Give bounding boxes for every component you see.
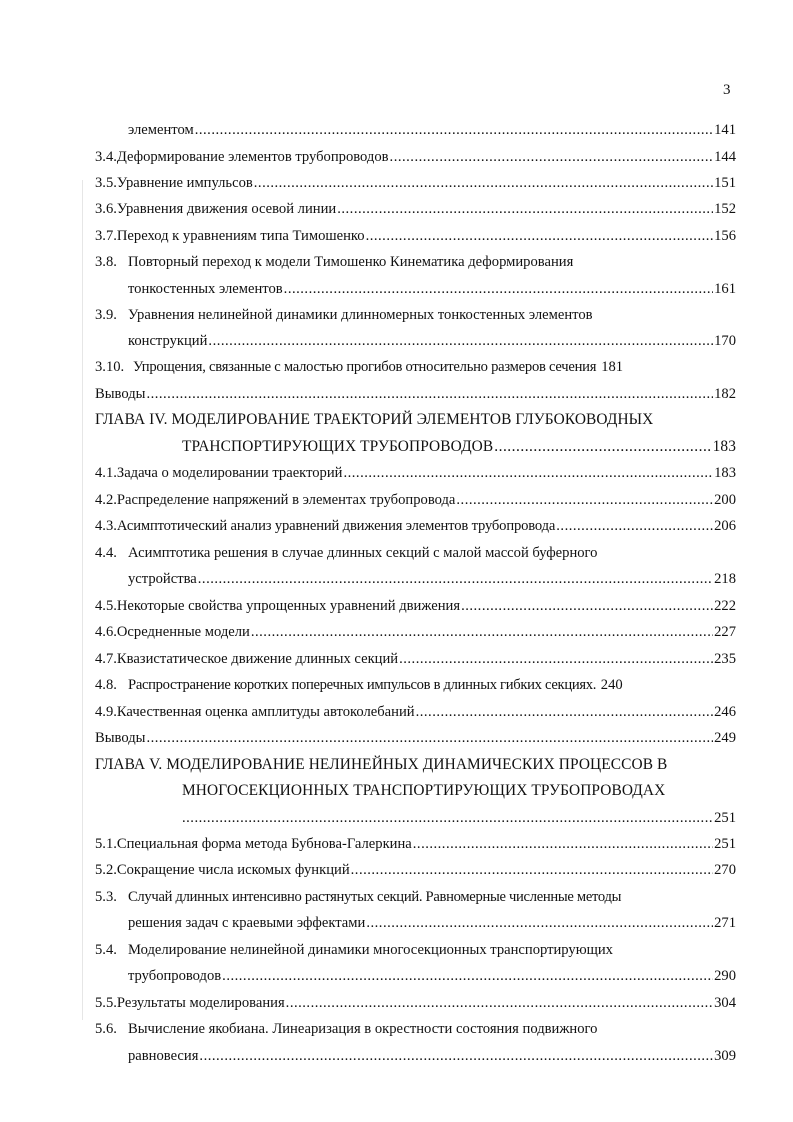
toc-entry-text: конструкций xyxy=(128,333,208,349)
toc-entry-page: 144 xyxy=(714,149,736,165)
toc-entry-number: 4.5. xyxy=(95,598,117,614)
leader-dots xyxy=(416,702,714,722)
toc-entry-page: 206 xyxy=(714,518,736,534)
toc-entry-3-8[interactable] xyxy=(95,252,573,272)
toc-entry-3-8-cont[interactable] xyxy=(128,279,736,299)
toc-entry-number: 3.6. xyxy=(95,201,117,217)
toc-entry-text: Выводы xyxy=(95,386,146,402)
toc-entry-3-9[interactable] xyxy=(95,305,593,325)
toc-entry-5-1[interactable] xyxy=(95,834,736,854)
chapter-title: ГЛАВА V. МОДЕЛИРОВАНИЕ НЕЛИНЕЙНЫХ ДИНАМИЧЕСКИХ ПРОЦЕССОВ В xyxy=(95,756,668,773)
toc-entry-number: 3.9. xyxy=(95,307,117,323)
toc-entry-5-3[interactable] xyxy=(95,887,621,907)
toc-entry-3-3-cont[interactable] xyxy=(128,120,736,140)
toc-entry-3-9-cont[interactable] xyxy=(128,331,736,351)
toc-entry-4-5[interactable] xyxy=(95,596,736,616)
toc-entry-text: Моделирование нелинейной динамики многосекционных транспортирующих xyxy=(128,942,613,958)
toc-entry-3-4[interactable] xyxy=(95,147,736,167)
toc-entry-3-5[interactable] xyxy=(95,173,736,193)
leader-dots xyxy=(199,1046,713,1066)
toc-entry-text: Задача о моделировании траекторий xyxy=(116,465,343,481)
toc-entry-number: 3.4. xyxy=(95,149,117,165)
toc-entry-text: трубопроводов xyxy=(128,968,222,984)
toc-entry-page: 304 xyxy=(714,995,736,1011)
toc-entry-number: 4.1. xyxy=(95,465,117,481)
leader-dots xyxy=(146,728,713,748)
toc-entry-5-4-cont[interactable] xyxy=(128,966,736,986)
toc-entry-4-6[interactable] xyxy=(95,622,736,642)
leader-dots xyxy=(222,966,713,986)
toc-entry-text: Распределение напряжений в элементах трубопровода xyxy=(116,492,456,508)
leader-dots xyxy=(251,622,713,642)
toc-entry-text: Квазистатическое движение длинных секций xyxy=(116,651,399,667)
toc-entry-page: 235 xyxy=(714,651,736,667)
toc-entry-number: 5.2. xyxy=(95,862,117,878)
toc-entry-text: Некоторые свойства упрощенных уравнений движения xyxy=(116,598,461,614)
toc-entry-page: 222 xyxy=(714,598,736,614)
toc-entry-text: Уравнения нелинейной динамики длинномерных тонкостенных элементов xyxy=(128,307,593,323)
leader-dots xyxy=(286,993,713,1013)
toc-entry-4-9[interactable] xyxy=(95,702,736,722)
toc-entry-number: 4.4. xyxy=(95,545,117,561)
toc-entry-page: 271 xyxy=(714,915,736,931)
toc-entry-number: 5.1. xyxy=(95,836,117,852)
toc-entry-text: Асимптотический анализ уравнений движения элементов трубопровода xyxy=(116,518,556,534)
toc-entry-3-10[interactable] xyxy=(95,357,736,377)
toc-entry-text: Качественная оценка амплитуды автоколебаний xyxy=(116,704,415,720)
toc-entry-4-7[interactable] xyxy=(95,649,736,669)
toc-entry-5-2[interactable] xyxy=(95,860,736,880)
toc-entry-number: 4.7. xyxy=(95,651,117,667)
toc-entry-5-3-cont[interactable] xyxy=(128,913,736,933)
toc-entry-number: 4.3. xyxy=(95,518,117,534)
toc-entry-text: тонкостенных элементов xyxy=(128,281,283,297)
toc-entry-5-6-cont[interactable] xyxy=(128,1046,736,1066)
toc-entry-text: Уравнения движения осевой линии xyxy=(116,201,337,217)
toc-entry-number: 4.8. xyxy=(95,677,117,693)
toc-entry-4-conclusions[interactable] xyxy=(95,728,736,748)
toc-entry-3-6[interactable] xyxy=(95,199,736,219)
toc-entry-page: 183 xyxy=(712,438,736,455)
toc-entry-4-8[interactable] xyxy=(95,675,736,695)
leader-dots xyxy=(146,384,713,404)
toc-entry-page: 249 xyxy=(714,730,736,746)
toc-entry-page: 251 xyxy=(714,810,736,826)
toc-entry-number: 3.10. xyxy=(95,359,125,375)
leader-dots: . xyxy=(592,677,597,693)
leader-dots xyxy=(351,860,713,880)
toc-entry-4-4[interactable] xyxy=(95,543,597,563)
leader-dots xyxy=(494,437,711,457)
toc-entry-number: 4.9. xyxy=(95,704,117,720)
toc-entry-text: Вычисление якобиана. Линеаризация в окрестности состояния подвижного xyxy=(128,1021,598,1037)
toc-entry-3-7[interactable] xyxy=(95,226,736,246)
toc-entry-page: 152 xyxy=(714,201,736,217)
leader-dots xyxy=(198,569,713,589)
toc-entry-page: 161 xyxy=(714,281,736,297)
toc-entry-page: 156 xyxy=(714,228,736,244)
toc-entry-page: 218 xyxy=(714,571,736,587)
toc-entry-number: 5.6. xyxy=(95,1021,117,1037)
toc-entry-number: 3.5. xyxy=(95,175,117,191)
leader-dots xyxy=(390,147,714,167)
toc-entry-text: Уравнение импульсов xyxy=(116,175,253,191)
chapter-4-heading-cont[interactable] xyxy=(182,437,736,457)
toc-entry-4-3[interactable] xyxy=(95,516,736,536)
toc-entry-4-4-cont[interactable] xyxy=(128,569,736,589)
leader-dots xyxy=(208,331,713,351)
toc-entry-5-5[interactable] xyxy=(95,993,736,1013)
toc-entry-text: Упрощения, связанные с малостью прогибов относительно размеров сечения xyxy=(133,359,597,375)
chapter-title: МНОГОСЕКЦИОННЫХ ТРАНСПОРТИРУЮЩИХ ТРУБОПРОВОДАХ xyxy=(182,782,666,799)
toc-entry-page: 227 xyxy=(714,624,736,640)
toc-entry-text: Асимптотика решения в случае длинных секций с малой массой буферного xyxy=(128,545,598,561)
toc-entry-text: Повторный переход к модели Тимошенко Кинематика деформирования xyxy=(128,254,574,270)
toc-entry-page: 181 xyxy=(601,359,624,375)
toc-entry-4-2[interactable] xyxy=(95,490,736,510)
toc-entry-number: 4.2. xyxy=(95,492,117,508)
toc-entry-text: устройства xyxy=(128,571,197,587)
toc-entry-4-1[interactable] xyxy=(95,463,736,483)
toc-entry-page: 290 xyxy=(714,968,736,984)
toc-entry-5-4[interactable] xyxy=(95,940,613,960)
toc-entry-page: 200 xyxy=(714,492,736,508)
leader-dots xyxy=(195,120,713,140)
toc-entry-page: 182 xyxy=(714,386,736,402)
toc-entry-page: 309 xyxy=(714,1048,736,1064)
toc-entry-page: 141 xyxy=(714,122,736,138)
toc-entry-page: 270 xyxy=(714,862,736,878)
toc-entry-text: решения задач с краевыми эффектами xyxy=(128,915,366,931)
toc-entry-number: 5.3. xyxy=(95,889,117,905)
toc-entry-text: Результаты моделирования xyxy=(116,995,285,1011)
toc-entry-page: 240 xyxy=(600,677,623,693)
toc-entry-text: Выводы xyxy=(95,730,146,746)
chapter-5-page-line[interactable] xyxy=(182,808,736,828)
toc-entry-text: Переход к уравнениям типа Тимошенко xyxy=(116,228,365,244)
chapter-title: ТРАНСПОРТИРУЮЩИХ ТРУБОПРОВОДОВ xyxy=(182,438,494,455)
toc-entry-number: 3.8. xyxy=(95,254,117,270)
chapter-4-heading[interactable] xyxy=(95,410,653,430)
toc-entry-number: 3.7. xyxy=(95,228,117,244)
toc-entry-text: Распространение коротких поперечных импульсов в длинных гибких секциях xyxy=(128,677,593,693)
chapter-5-heading[interactable] xyxy=(95,755,667,775)
toc-entry-page: 183 xyxy=(714,465,736,481)
toc-entry-text: Деформирование элементов трубопроводов xyxy=(116,149,389,165)
toc-entry-3-conclusions[interactable] xyxy=(95,384,736,404)
toc-entry-number: 4.6. xyxy=(95,624,117,640)
leader-dots xyxy=(399,649,713,669)
toc-entry-page: 246 xyxy=(714,704,736,720)
leader-dots xyxy=(337,199,713,219)
chapter-5-heading-cont[interactable] xyxy=(182,781,665,801)
leader-dots xyxy=(461,596,713,616)
leader-dots xyxy=(343,463,713,483)
leader-dots xyxy=(556,516,713,536)
toc-entry-text: Сокращение числа искомых функций xyxy=(116,862,350,878)
chapter-title: ГЛАВА IV. МОДЕЛИРОВАНИЕ ТРАЕКТОРИЙ ЭЛЕМЕНТОВ ГЛУБОКОВОДНЫХ xyxy=(95,411,654,428)
leader-dots xyxy=(182,808,713,828)
toc-entry-text: Случай длинных интенсивно растянутых секций. Равномерные численные методы xyxy=(128,889,622,905)
page-number: 3 xyxy=(723,82,731,98)
toc-entry-text: элементом xyxy=(128,122,194,138)
leader-dots xyxy=(254,173,713,193)
toc-entry-number: 5.4. xyxy=(95,942,117,958)
toc-entry-5-6[interactable] xyxy=(95,1019,597,1039)
toc-entry-text: Осредненные модели xyxy=(116,624,250,640)
toc-entry-page: 251 xyxy=(714,836,736,852)
leader-dots xyxy=(366,226,714,246)
toc-entry-text: равновесия xyxy=(128,1048,199,1064)
toc-entry-page: 170 xyxy=(714,333,736,349)
leader-dots xyxy=(456,490,713,510)
leader-dots xyxy=(413,834,713,854)
toc-entry-text: Специальная форма метода Бубнова-Галеркина xyxy=(116,836,412,852)
leader-dots xyxy=(284,279,713,299)
toc-entry-number: 5.5. xyxy=(95,995,117,1011)
toc-entry-page: 151 xyxy=(714,175,736,191)
leader-dots xyxy=(366,913,713,933)
